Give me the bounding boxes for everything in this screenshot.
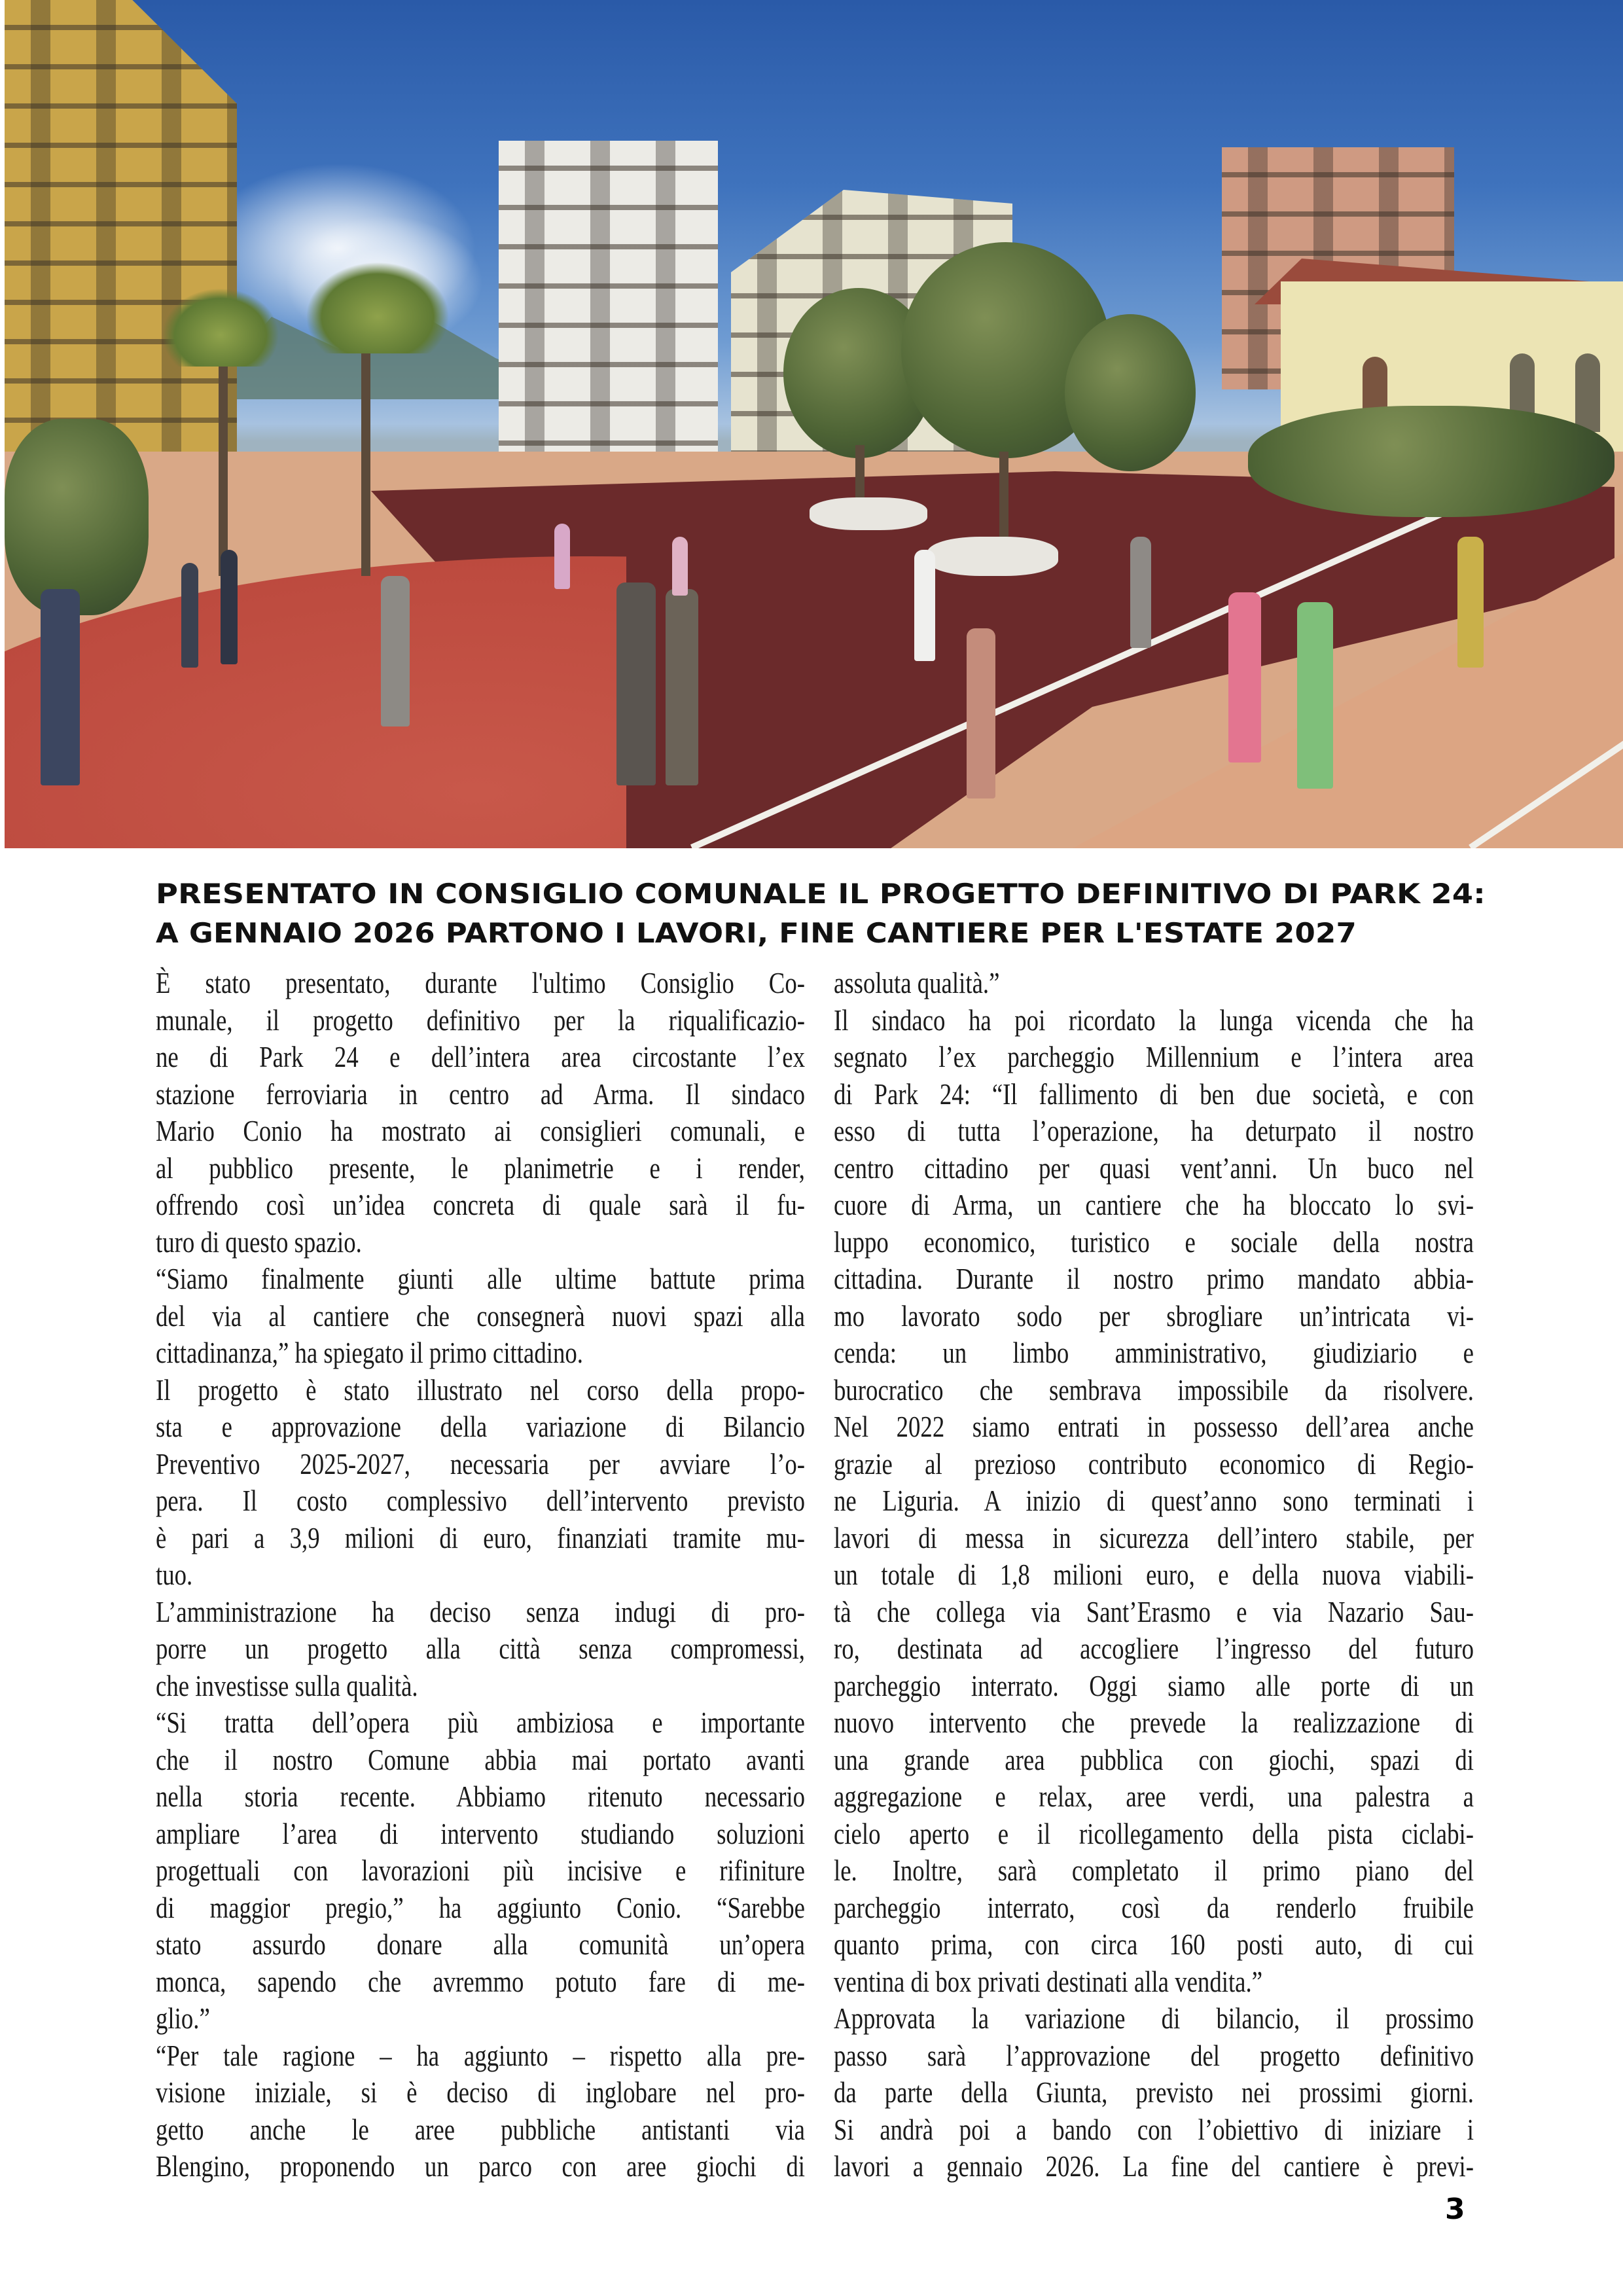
body-text: burocratico che sembrava impossibile da risolvere. [834, 1372, 1474, 1407]
body-text: cenda: un limbo amministrativo, giudiziario e [834, 1336, 1474, 1369]
body-text: cuore di Arma, un cantiere che ha bloccato lo svi- [834, 1188, 1474, 1221]
body-text-line [156, 1224, 805, 1261]
body-text: stato assurdo donare alla comunità un’opera [156, 1928, 805, 1961]
child [672, 537, 688, 596]
body-text-line [834, 1261, 1474, 1298]
body-text: “Per tale ragione – ha aggiunto – rispetto alla pre- [156, 2038, 805, 2072]
palm-trunk [219, 340, 228, 576]
body-text: visione iniziale, si è deciso di inglobare nel pro- [156, 2075, 805, 2109]
body-text-line [834, 1668, 1474, 1705]
body-text: un totale di 1,8 milioni euro, e della nuova viabili- [834, 1558, 1474, 1591]
body-text: ne di Park 24 e dell’intera area circostante l’ex [156, 1040, 805, 1073]
body-text: È stato presentato, durante l'ultimo Consiglio Co- [156, 966, 805, 999]
body-text-line [156, 1076, 805, 1113]
body-text: centro cittadino per quasi vent’anni. Un buco nel [834, 1151, 1474, 1185]
body-text: munale, il progetto definitivo per la riqualificazio- [156, 1003, 805, 1037]
body-text: al pubblico presente, le planimetrie e i render, [156, 1151, 805, 1185]
body-text: Blengino, proponendo un parco con aree giochi di [156, 2149, 805, 2183]
olive-tree [1065, 314, 1196, 471]
body-text-line [834, 1926, 1474, 1964]
body-text: parcheggio interrato, così da renderlo fruibile [834, 1890, 1474, 1924]
body-text: Si andrà poi a bando con l’obiettivo di iniziare i [834, 2112, 1474, 2146]
body-text: quanto prima, con circa 160 posti auto, di cui [834, 1928, 1474, 1961]
body-text-line [156, 2148, 805, 2185]
body-text: ne Liguria. A inizio di quest’anno sono terminati i [834, 1484, 1474, 1517]
person [381, 576, 410, 726]
body-text: assoluta qualità.” [834, 966, 1000, 999]
body-text: L’amministrazione ha deciso senza indugi di pro- [156, 1594, 805, 1628]
body-text-line [834, 2037, 1474, 2075]
body-text-line [156, 1594, 805, 1631]
body-text-line [834, 2000, 1474, 2037]
planter-bench [810, 497, 927, 530]
shrub [5, 419, 149, 615]
body-text: cittadina. Durante il nostro primo mandato abbia- [834, 1262, 1474, 1295]
body-text: stazione ferroviaria in centro ad Arma. Il sindaco [156, 1077, 805, 1111]
palm-tree [306, 262, 450, 353]
body-text-line [156, 1150, 805, 1187]
body-text-line [156, 1187, 805, 1224]
person [221, 550, 238, 664]
body-text-line [156, 965, 805, 1002]
body-text-line [834, 1335, 1474, 1372]
body-text: nuovo intervento che prevede la realizzazione di [834, 1706, 1474, 1739]
building-yellow [5, 0, 237, 471]
person [967, 628, 995, 798]
body-text: ampliare l’area di intervento studiando soluzioni [156, 1816, 805, 1850]
body-text-line [834, 1852, 1474, 1890]
body-text: offrendo così un’idea concreta di quale sarà il fu- [156, 1188, 805, 1221]
body-text: aggregazione e relax, aree verdi, una palestra a [834, 1780, 1474, 1813]
body-text-line [834, 1039, 1474, 1076]
body-text: Preventivo 2025-2027, necessaria per avviare l’o- [156, 1446, 805, 1480]
body-text-line [834, 1556, 1474, 1594]
body-text-line [156, 1852, 805, 1890]
cyclist [1457, 537, 1484, 668]
body-text: lavori a gennaio 2026. La fine del cantiere è previ- [834, 2149, 1474, 2183]
person [1130, 537, 1151, 648]
building-white [499, 141, 718, 468]
body-text-line [834, 1704, 1474, 1742]
body-text-line [834, 1408, 1474, 1446]
body-text-line [156, 1298, 805, 1335]
body-text-line [156, 1520, 805, 1557]
body-text-line [834, 1372, 1474, 1409]
body-text: esso di tutta l’operazione, ha deturpato il nostro [834, 1114, 1474, 1147]
body-text-line [156, 1704, 805, 1742]
body-text-line [834, 1298, 1474, 1335]
article-column-left [156, 965, 805, 2185]
body-text: da parte della Giunta, previsto nei prossimi giorni. [834, 2075, 1474, 2109]
body-text: monca, sapendo che avremmo potuto fare di me- [156, 1964, 805, 1998]
body-text-line [834, 1964, 1474, 2001]
body-text: Mario Conio ha mostrato ai consiglieri comunali, e [156, 1114, 805, 1147]
body-text-line [834, 2148, 1474, 2185]
body-text: luppo economico, turistico e sociale della nostra [834, 1225, 1474, 1259]
person [666, 589, 698, 785]
body-text-line [834, 1076, 1474, 1113]
body-text-line [156, 2000, 805, 2037]
body-text: segnato l’ex parcheggio Millennium e l’intera area [834, 1040, 1474, 1073]
person [181, 563, 198, 668]
body-text: del via al cantiere che consegnerà nuovi spazi alla [156, 1299, 805, 1333]
body-text-line [156, 1630, 805, 1668]
body-text-line [834, 1482, 1474, 1520]
hero-render-image [5, 0, 1623, 848]
body-text-line [156, 1926, 805, 1964]
palm-tree [162, 288, 279, 367]
body-text-line [834, 1113, 1474, 1150]
body-text: “Si tratta dell’opera più ambiziosa e importante [156, 1706, 805, 1739]
body-text-line [834, 2111, 1474, 2149]
body-text: cittadinanza,” ha spiegato il primo cittadino. [156, 1336, 583, 1369]
body-text: passo sarà l’approvazione del progetto definitivo [834, 2038, 1474, 2072]
body-text-line [156, 1816, 805, 1853]
body-text: turo di questo spazio. [156, 1225, 362, 1259]
body-text-line [156, 1778, 805, 1816]
body-text: mo lavorato sodo per sbrogliare un’intricata vi- [834, 1299, 1474, 1333]
body-text: che investisse sulla qualità. [156, 1668, 418, 1702]
body-text-line [156, 1742, 805, 1779]
body-text-line [834, 965, 1474, 1002]
body-text-line [156, 2111, 805, 2149]
article-headline [156, 874, 1504, 953]
body-text: Il progetto è stato illustrato nel corso della propo- [156, 1372, 805, 1407]
body-text-line [156, 1372, 805, 1409]
body-text-line [834, 1187, 1474, 1224]
body-text-line [834, 1630, 1474, 1668]
body-text: cielo aperto e il ricollegamento della pista ciclabi- [834, 1816, 1474, 1850]
body-text-line [156, 1668, 805, 1705]
body-text-line [156, 1964, 805, 2001]
body-text: parcheggio interrato. Oggi siamo alle porte di un [834, 1668, 1474, 1702]
body-text: Il sindaco ha poi ricordato la lunga vicenda che ha [834, 1003, 1474, 1037]
body-text-line [156, 2037, 805, 2075]
person [41, 589, 80, 785]
body-text-line [834, 1150, 1474, 1187]
body-text-line [156, 1039, 805, 1076]
body-text-line [834, 1520, 1474, 1557]
body-text: pera. Il costo complessivo dell’intervento previsto [156, 1484, 805, 1517]
person [1297, 602, 1333, 789]
body-text: le. Inoltre, sarà completato il primo piano del [834, 1854, 1474, 1887]
body-text: ro, destinata ad accogliere l’ingresso del futuro [834, 1632, 1474, 1665]
body-text-line [834, 2074, 1474, 2111]
body-text: che il nostro Comune abbia mai portato avanti [156, 1742, 805, 1776]
body-text-line [834, 1224, 1474, 1261]
body-text: progettuali con lavorazioni più incisive e rifiniture [156, 1854, 805, 1887]
body-text: lavori di messa in sicurezza dell’intero stabile, per [834, 1520, 1474, 1554]
person [914, 550, 935, 661]
body-text: nella storia recente. Abbiamo ritenuto necessario [156, 1780, 805, 1813]
body-text-line [834, 1778, 1474, 1816]
body-text-line [156, 1556, 805, 1594]
body-text: di Park 24: “Il fallimento di ben due società, e con [834, 1077, 1474, 1111]
body-text-line [156, 1408, 805, 1446]
body-text: è pari a 3,9 milioni di euro, finanziati tramite mu- [156, 1520, 805, 1554]
body-text-line [156, 1446, 805, 1483]
body-text-line [834, 1446, 1474, 1483]
body-text: ventina di box privati destinati alla vendita.” [834, 1964, 1263, 1998]
page-number: 3 [1445, 2193, 1465, 2226]
body-text: grazie al prezioso contributo economico di Regio- [834, 1446, 1474, 1480]
body-text-line [834, 1816, 1474, 1853]
station-arch [1575, 353, 1600, 432]
body-text-line [834, 1742, 1474, 1779]
body-text-line [156, 1482, 805, 1520]
jogger [1228, 592, 1261, 762]
child [554, 524, 570, 589]
body-text-line [156, 1113, 805, 1150]
hedge [1248, 406, 1614, 517]
body-text-line [156, 2074, 805, 2111]
body-text: getto anche le aree pubbliche antistanti via [156, 2112, 805, 2146]
body-text: “Siamo finalmente giunti alle ultime battute prima [156, 1262, 805, 1295]
body-text-line [834, 1002, 1474, 1039]
body-text-line [156, 1890, 805, 1927]
body-text-line [834, 1890, 1474, 1927]
body-text-line [156, 1335, 805, 1372]
body-text: di maggior pregio,” ha aggiunto Conio. “Sarebbe [156, 1890, 805, 1924]
planter-bench [927, 537, 1058, 576]
body-text: tà che collega via Sant’Erasmo e via Nazario Sau- [834, 1594, 1474, 1628]
headline-line-2: A GENNAIO 2026 PARTONO I LAVORI, FINE CANTIERE PER L'ESTATE 2027 [156, 917, 1357, 949]
body-text-line [834, 1594, 1474, 1631]
tree-trunk [999, 452, 1008, 550]
body-text-line [156, 1002, 805, 1039]
headline-line-1: PRESENTATO IN CONSIGLIO COMUNALE IL PROGETTO DEFINITIVO DI PARK 24: [156, 878, 1486, 910]
article-column-right [834, 965, 1474, 2185]
body-text: porre un progetto alla città senza compromessi, [156, 1632, 805, 1665]
body-text: una grande area pubblica con giochi, spazi di [834, 1742, 1474, 1776]
person [616, 583, 656, 785]
body-text: Nel 2022 siamo entrati in possesso dell’area anche [834, 1410, 1474, 1443]
palm-trunk [361, 314, 370, 576]
body-text: sta e approvazione della variazione di Bilancio [156, 1410, 805, 1443]
body-text-line [156, 1261, 805, 1298]
body-text: glio.” [156, 2001, 210, 2035]
body-text: Approvata la variazione di bilancio, il prossimo [834, 2001, 1474, 2035]
body-text: tuo. [156, 1558, 193, 1591]
